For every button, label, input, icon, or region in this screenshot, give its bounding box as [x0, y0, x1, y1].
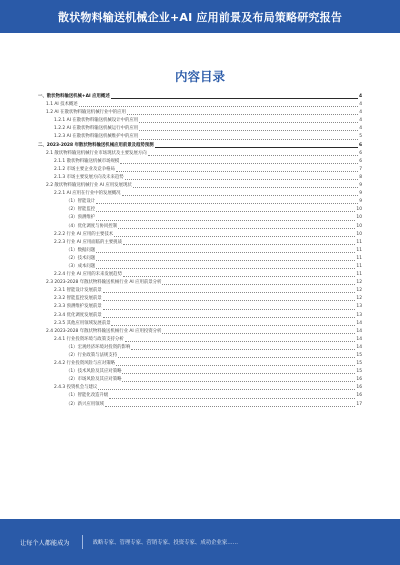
toc-entry-title: 2.3.1 智能设计发展前景: [54, 287, 103, 295]
toc-entry[interactable]: [38, 214, 362, 222]
toc-entry[interactable]: [38, 352, 362, 360]
toc-entry-page: 11: [355, 255, 362, 263]
toc-entry-page: 6: [358, 158, 362, 166]
toc-entry[interactable]: [38, 303, 362, 311]
toc-leader-dots: [79, 105, 359, 107]
toc-entry[interactable]: [38, 401, 362, 409]
toc-entry-page: 10: [355, 231, 362, 239]
toc-entry-title: 2.1 散状物料输送机械行业市场现状及主要发展方向: [46, 150, 148, 158]
toc-entry-page: 12: [355, 295, 362, 303]
toc-entry-title: 2.4.3 投资机会与建议: [54, 384, 98, 392]
toc-entry[interactable]: [38, 320, 362, 328]
toc-entry-title: 2.1.3 市场主要发展方向及未来趋势: [54, 174, 125, 182]
toc-entry-title: 2.2.2 行业 AI 应用的主要技术: [54, 231, 114, 239]
toc-entry[interactable]: [38, 198, 362, 206]
toc-entry-title: （1）智能设计: [66, 198, 96, 206]
toc-entry[interactable]: [38, 231, 362, 239]
toc-entry-title: 2.1.2 市场主要企业及竞争格局: [54, 166, 116, 174]
toc-entry-page: 14: [355, 328, 362, 336]
toc-entry-title: 2.3.2 智能监控发展前景: [54, 295, 103, 303]
toc-leader-dots: [125, 178, 359, 180]
toc-entry-page: 10: [355, 214, 362, 222]
toc-leader-dots: [103, 291, 356, 293]
toc-entry-page: 13: [355, 303, 362, 311]
toc-entry-page: 8: [358, 174, 362, 182]
toc-entry-page: 11: [355, 271, 362, 279]
toc-entry-title: 1.2.2 AI 在散状物料输送机械运行中的应用: [54, 125, 139, 133]
toc-entry-title: 2.4.2 行业投资风险与应对策略: [54, 360, 116, 368]
toc-leader-dots: [133, 186, 358, 188]
toc-entry-title: （1）技术风险及其应对策略: [66, 368, 122, 376]
toc-entry-page: 4: [358, 101, 362, 109]
toc-leader-dots: [105, 405, 355, 407]
toc-entry-title: （2）新兴应用领域: [66, 401, 105, 409]
toc-entry-page: 14: [355, 336, 362, 344]
toc-entry[interactable]: [38, 182, 362, 190]
toc-entry[interactable]: [38, 376, 362, 384]
toc-entry-page: 11: [355, 239, 362, 247]
toc-entry[interactable]: [38, 287, 362, 295]
toc-entry-page: 9: [358, 198, 362, 206]
toc-leader-dots: [116, 364, 356, 366]
toc-entry-page: 11: [355, 263, 362, 271]
toc-entry[interactable]: [38, 368, 362, 376]
toc-entry-page: 6: [358, 142, 362, 150]
toc-entry-page: 16: [355, 392, 362, 400]
toc-leader-dots: [109, 397, 355, 399]
report-header-bar: [0, 0, 400, 33]
toc-entry[interactable]: [38, 190, 362, 198]
toc-entry[interactable]: [38, 295, 362, 303]
toc-entry-page: 4: [358, 117, 362, 125]
toc-heading: 内容目录: [174, 69, 225, 84]
toc-leader-dots: [98, 388, 355, 390]
toc-entry-page: 9: [358, 190, 362, 198]
toc-entry-title: 2.2 散状物料输送机械行业 AI 应用发展现状: [46, 182, 133, 190]
toc-entry[interactable]: [38, 384, 362, 392]
toc-entry[interactable]: [38, 271, 362, 279]
toc-entry-title: 2.3.5 其他应用领域发展前景: [54, 320, 111, 328]
toc-entry-title: 2.4 2023-2028 年散状物料输送机械行业 AI 应用投资分析: [46, 328, 162, 336]
toc-entry[interactable]: [38, 263, 362, 271]
toc-entry-title: （1）宏观经济环境对投资的影响: [66, 344, 131, 352]
toc-entry-page: 14: [355, 344, 362, 352]
footer-divider: [82, 535, 83, 549]
toc-entry-page: 15: [355, 352, 362, 360]
toc-entry[interactable]: [38, 133, 362, 141]
toc-entry-title: （3）成本问题: [66, 263, 96, 271]
toc-entry-title: 1.2 AI 在散状物料输送机械行业中的应用: [46, 109, 127, 117]
toc-leader-dots: [96, 267, 355, 269]
toc-leader-dots: [111, 97, 358, 99]
toc-entry[interactable]: [38, 344, 362, 352]
toc-entry[interactable]: [38, 117, 362, 125]
toc-entry-page: 17: [355, 401, 362, 409]
toc-leader-dots: [118, 227, 355, 229]
toc-leader-dots: [96, 259, 355, 261]
toc-entry[interactable]: [38, 206, 362, 214]
toc-leader-dots: [103, 316, 356, 318]
toc-entry[interactable]: [38, 150, 362, 158]
toc-leader-dots: [111, 324, 355, 326]
toc-entry[interactable]: [38, 174, 362, 182]
toc-entry-page: 14: [355, 320, 362, 328]
toc-entry-page: 12: [355, 287, 362, 295]
toc-entry[interactable]: [38, 312, 362, 320]
toc-entry-page: 5: [358, 133, 362, 141]
toc-entry[interactable]: [38, 158, 362, 166]
toc-entry-page: 11: [355, 247, 362, 255]
toc-entry[interactable]: [38, 125, 362, 133]
toc-entry-title: 1.2.1 AI 在散状物料输送机械设计中的应用: [54, 117, 139, 125]
toc-leader-dots: [125, 340, 356, 342]
toc-entry-page: 4: [358, 125, 362, 133]
toc-leader-dots: [96, 219, 355, 221]
toc-entry-title: 2.2.4 行业 AI 应用的未来发展趋势: [54, 271, 123, 279]
toc-entry-title: 2.3.4 优化调度发展前景: [54, 312, 103, 320]
toc-entry-page: 6: [358, 150, 362, 158]
toc-entry[interactable]: [38, 101, 362, 109]
toc-leader-dots: [162, 283, 355, 285]
toc-entry-page: 10: [355, 206, 362, 214]
toc-leader-dots: [103, 308, 356, 310]
toc-entry-title: （2）智能监控: [66, 206, 96, 214]
toc-entry-page: 9: [358, 182, 362, 190]
toc-entry-title: （4）优化调度与协同控制: [66, 223, 118, 231]
toc-entry[interactable]: [38, 328, 362, 336]
toc-leader-dots: [139, 138, 358, 140]
toc-leader-dots: [123, 275, 355, 277]
toc-entry[interactable]: [38, 247, 362, 255]
toc-entry-title: 2.4.1 行业投资环境与政策支持分析: [54, 336, 125, 344]
toc-entry[interactable]: [38, 166, 362, 174]
toc-entry-page: 16: [355, 384, 362, 392]
toc-leader-dots: [123, 243, 355, 245]
toc-leader-dots: [96, 210, 355, 212]
report-title: 散状物料输送机械企业+AI 应用前景及布局策略研究报告: [57, 10, 343, 24]
footer-tagline: 战略专家、管理专家、营销专家、投资专家、成功企业家……: [92, 540, 239, 546]
toc-leader-dots: [131, 348, 355, 350]
table-of-contents: [38, 93, 362, 409]
toc-entry-title: 2.3 2023-2028 年散状物料输送机械行业 AI 应用前景分析: [46, 279, 162, 287]
toc-leader-dots: [122, 372, 355, 374]
toc-leader-dots: [122, 380, 355, 382]
toc-entry-title: 2.3.3 预测维护发展前景: [54, 303, 103, 311]
toc-entry-page: 13: [355, 312, 362, 320]
toc-leader-dots: [118, 356, 355, 358]
toc-entry-page: 15: [355, 360, 362, 368]
toc-leader-dots: [103, 299, 356, 301]
toc-entry-title: （2）行业政策与法规支持: [66, 352, 118, 360]
toc-entry-title: 2.2.1 AI 应用在行业中的发展概况: [54, 190, 122, 198]
toc-entry[interactable]: [38, 93, 362, 101]
toc-entry[interactable]: [38, 255, 362, 263]
toc-entry-title: （2）市场风险及其应对策略: [66, 376, 122, 384]
toc-leader-dots: [155, 146, 358, 148]
toc-entry[interactable]: [38, 392, 362, 400]
toc-entry-page: 4: [358, 109, 362, 117]
toc-leader-dots: [162, 332, 355, 334]
toc-entry-page: 15: [355, 368, 362, 376]
toc-entry[interactable]: [38, 360, 362, 368]
toc-entry-page: 7: [358, 166, 362, 174]
toc-entry[interactable]: [38, 223, 362, 231]
toc-leader-dots: [148, 154, 359, 156]
toc-entry[interactable]: [38, 239, 362, 247]
toc-leader-dots: [127, 113, 358, 115]
toc-leader-dots: [114, 235, 355, 237]
toc-leader-dots: [120, 162, 358, 164]
toc-entry[interactable]: [38, 142, 362, 150]
toc-entry-title: （1）数据问题: [66, 247, 96, 255]
toc-leader-dots: [96, 202, 358, 204]
toc-entry-title: （2）技术问题: [66, 255, 96, 263]
toc-entry-title: 二、2023-2028 年散状物料输送机械应用前景及趋势预测: [38, 142, 155, 150]
toc-entry-title: 1.1 AI 技术概述: [46, 101, 79, 109]
toc-leader-dots: [116, 170, 358, 172]
toc-leader-dots: [139, 129, 358, 131]
toc-leader-dots: [96, 251, 355, 253]
toc-entry-title: 一、散状物料输送机械+AI 应用概述: [38, 93, 111, 101]
footer-bar: [0, 519, 400, 565]
toc-entry-title: 2.1.1 散状物料输送机械市场规模: [54, 158, 120, 166]
toc-leader-dots: [139, 121, 358, 123]
toc-entry-page: 10: [355, 223, 362, 231]
toc-entry[interactable]: [38, 109, 362, 117]
toc-entry-title: （1）智能化改造升级: [66, 392, 109, 400]
toc-entry-page: 16: [355, 376, 362, 384]
toc-entry[interactable]: [38, 336, 362, 344]
toc-entry[interactable]: [38, 279, 362, 287]
footer-slogan: 让每个人都能成为: [20, 539, 70, 547]
toc-entry-title: 1.2.3 AI 在散状物料输送机械维护中的应用: [54, 133, 139, 141]
toc-entry-page: 12: [355, 279, 362, 287]
toc-leader-dots: [122, 194, 359, 196]
toc-entry-title: （3）预测维护: [66, 214, 96, 222]
toc-entry-page: 4: [358, 93, 362, 101]
toc-entry-title: 2.2.3 行业 AI 应用面临的主要挑战: [54, 239, 123, 247]
